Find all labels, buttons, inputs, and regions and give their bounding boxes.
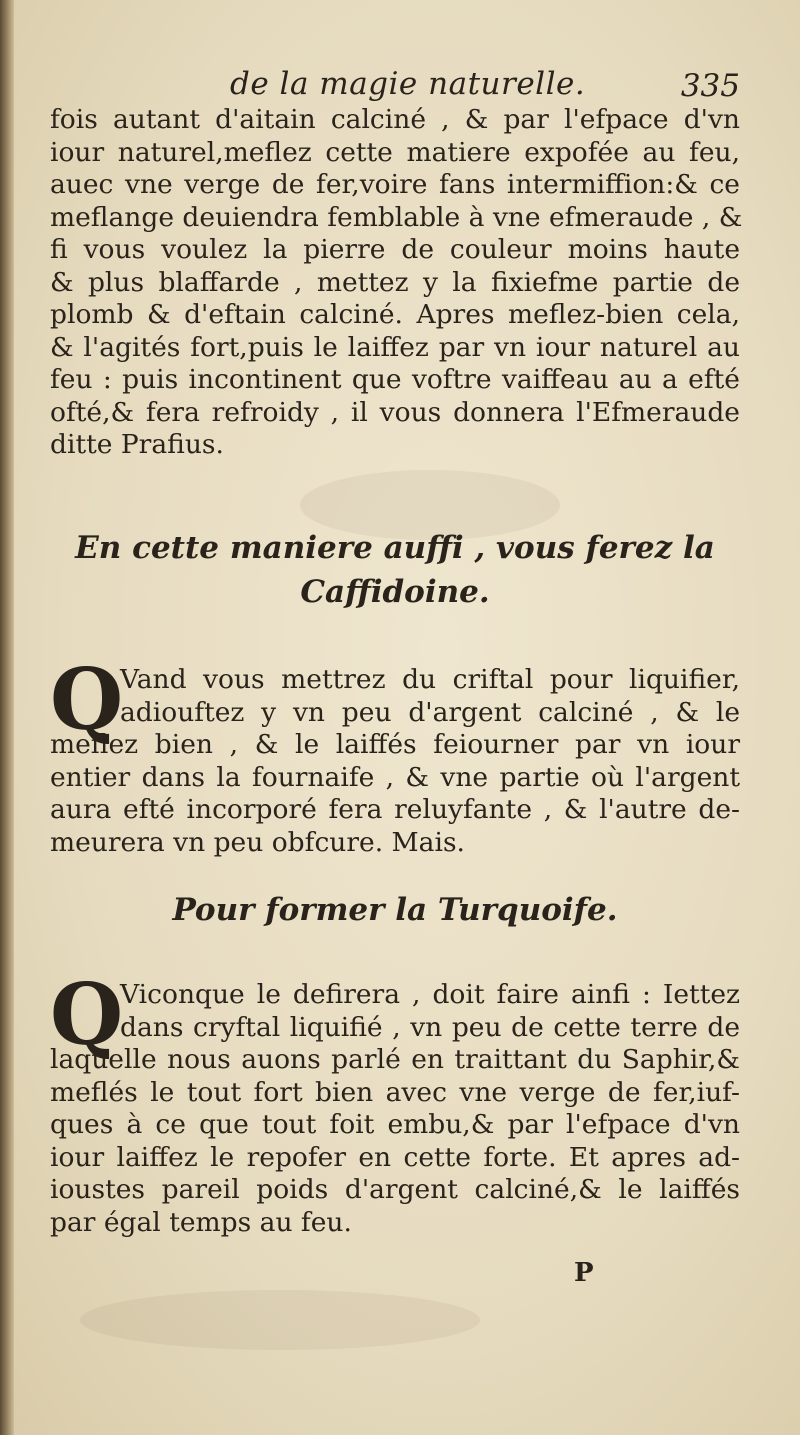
section-heading-turquoise: Pour former la Turquoife. xyxy=(172,892,618,928)
heading-line: Caffidoine. xyxy=(300,574,490,610)
text-line: fois autant d'aitain calciné , & par l'efpace d'vn xyxy=(50,104,740,135)
text-line: iour naturel,meflez cette matiere expofée au feu, xyxy=(50,136,740,168)
drop-cap: Q xyxy=(50,650,124,749)
text-line: aura efté incorporé fera reluyfante , & l'autre de- xyxy=(50,794,740,825)
heading-line: En cette maniere auffi , vous ferez la xyxy=(75,530,715,566)
text-line: & plus blaffarde , mettez y la fixiefme partie de xyxy=(50,266,740,298)
text-line: par égal temps au feu. xyxy=(50,1206,352,1238)
running-title: de la magie naturelle. xyxy=(230,66,586,102)
text-line: entier dans la fournaife , & vne partie où l'argent xyxy=(50,761,740,793)
catchword: P xyxy=(574,1258,594,1288)
text-line: ioustes pareil poids d'argent calciné,& le laiffés xyxy=(50,1174,740,1205)
text-line: auec vne verge de fer,voire fans intermiffion:& ce xyxy=(50,169,740,200)
text-line: ofté,& fera refroidy , il vous donnera l'Efmeraude xyxy=(50,396,740,428)
text-line: ques à ce que tout foit embu,& par l'efpace d'vn xyxy=(50,1109,740,1140)
text-line: & l'agités fort,puis le laiffez par vn iour naturel au xyxy=(50,331,740,363)
text-line: adiouftez y vn peu d'argent calciné , & le xyxy=(120,696,740,728)
text-line: laquelle nous auons parlé en traittant du Saphir,& xyxy=(50,1044,740,1075)
text-line: plomb & d'eftain calciné. Apres meflez-bien cela, xyxy=(50,299,740,330)
drop-cap: Q xyxy=(50,965,124,1064)
text-line: ditte Prafius. xyxy=(50,429,224,460)
text-line: meflange deuiendra femblable à vne efmeraude , & xyxy=(50,201,743,233)
section-heading-cassidoine xyxy=(50,526,740,614)
text-line: Vand vous mettrez du criftal pour liquifier, xyxy=(120,664,740,695)
text-line: meurera vn peu obfcure. Mais. xyxy=(50,826,465,858)
text-line: meflés le tout fort bien avec vne verge de fer,iuf- xyxy=(50,1076,740,1108)
text-line: Viconque le defirera , doit faire ainfi : Iettez xyxy=(120,979,740,1010)
paragraph-cristal xyxy=(50,650,740,858)
text-line: fi vous voulez la pierre de couleur moins haute xyxy=(50,234,740,265)
text-line: meflez bien , & le laiffés feiourner par vn iour xyxy=(50,729,740,760)
page-stain xyxy=(80,1290,480,1350)
paragraph-continued xyxy=(50,104,743,462)
text-line: dans cryftal liquifié , vn peu de cette terre de xyxy=(120,1011,740,1043)
text-line: feu : puis incontinent que voftre vaiffeau au a efté xyxy=(50,364,740,395)
running-head xyxy=(50,66,740,106)
paragraph-turquoise xyxy=(50,965,740,1238)
text-line: iour laiffez le repofer en cette forte. Et apres ad- xyxy=(50,1141,740,1173)
book-spine-shadow xyxy=(0,0,14,1435)
page-number: 335 xyxy=(680,68,740,104)
